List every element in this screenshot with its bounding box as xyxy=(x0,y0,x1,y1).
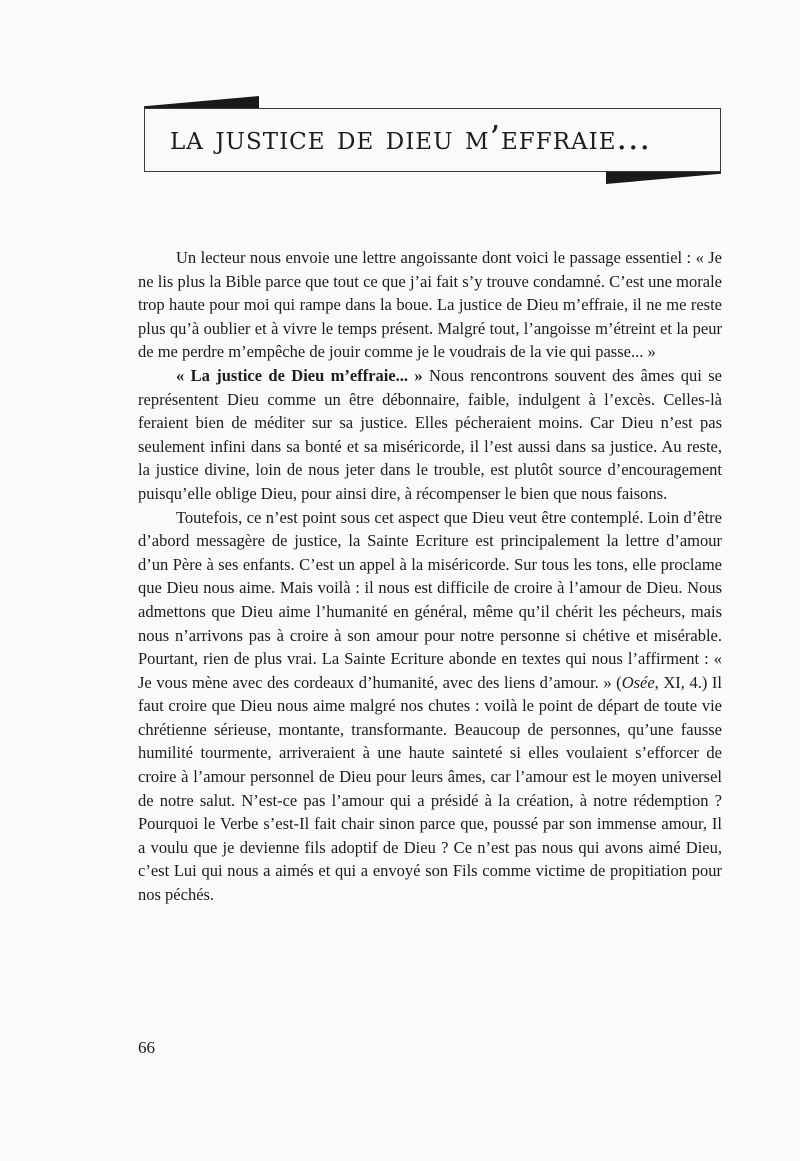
paragraph-2 xyxy=(138,364,722,506)
article-body xyxy=(138,246,722,907)
title-rule-top xyxy=(144,96,259,108)
paragraph-2-text: Nous rencontrons souvent des âmes qui se représentent Dieu comme un être débonnaire, faible, indulgent à l’excès. Celles-là feraient bien de méditer sur sa justice. Elles pécheraient moins. Car Dieu n’est pas seulement infini dans sa bonté et sa miséricorde, il l’est aussi dans sa justice. Au reste, la justice divine, loin de nous jeter dans le trouble, est plutôt source d’encouragement puisqu’elle oblige Dieu, pour ainsi dire, à récompenser le bien que nous faisons. xyxy=(138,365,722,503)
paragraph-3-citation: Osée xyxy=(621,672,655,692)
paragraph-3-text-after: , XI, 4.) Il faut croire que Dieu nous aime malgré nos chutes : voilà le point de départ de toute vie chrétienne sérieuse, montante, transformante. Beaucoup de personnes, qu’une fausse humilité tourmente, arriveraient à une haute sainteté si elles voulaient s’efforcer de croire à l’amour personnel de Dieu pour leurs âmes, car l’amour est le moyen universel de notre salut. N’est-ce pas l’amour qui a présidé à la création, à notre rédemption ? Pourquoi le Verbe s’est-Il fait chair sinon parce que, poussé par son immense amour, Il a voulu que je devienne fils adoptif de Dieu ? Ce n’est pas nous qui avons aimé Dieu, c’est Lui qui nous a aimés et qui a envoyé son Fils comme victime de propitiation pour nos péchés. xyxy=(138,672,722,905)
page-number: 66 xyxy=(138,1038,155,1057)
title-rule-bottom xyxy=(606,172,721,184)
paragraph-2-lead: « La justice de Dieu m’effraie... » xyxy=(176,365,423,385)
paragraph-3 xyxy=(138,506,722,907)
paragraph-3-text-before: Toutefois, ce n’est point sous cet aspect que Dieu veut être contemplé. Loin d’être d’abord messagère de justice, la Sainte Ecriture est principalement la lettre d’amour d’un Père à ses enfants. C’est un appel à la miséricorde. Sur tous les tons, elle proclame que Dieu nous aime. Mais voilà : il nous est difficile de croire à l’amour de Dieu. Nous admettons que Dieu aime l’humanité en général, même qu’il chérit les pécheurs, mais nous n’arrivons pas à croire à son amour pour notre personne si chétive et misérable. Pourtant, rien de plus vrai. La Sainte Ecriture abonde en textes qui nous l’affirment : « Je vous mène avec des cordeaux d’humanité, avec des liens d’amour. » ( xyxy=(138,507,722,692)
page-title: la justice de dieu m’effraie... xyxy=(170,118,651,157)
paragraph-1: Un lecteur nous envoie une lettre angoissante dont voici le passage essentiel : « Je ne lis plus la Bible parce que tout ce que j’ai fait s’y trouve condamné. C’est une morale trop haute pour moi qui rampe dans la boue. La justice de Dieu m’effraie, il ne me reste plus qu’à oublier et à vivre le temps présent. Malgré tout, l’angoisse m’étreint et la peur de me perdre m’empêche de jouir comme je le voudrais de la vie qui passe... » xyxy=(138,248,722,362)
